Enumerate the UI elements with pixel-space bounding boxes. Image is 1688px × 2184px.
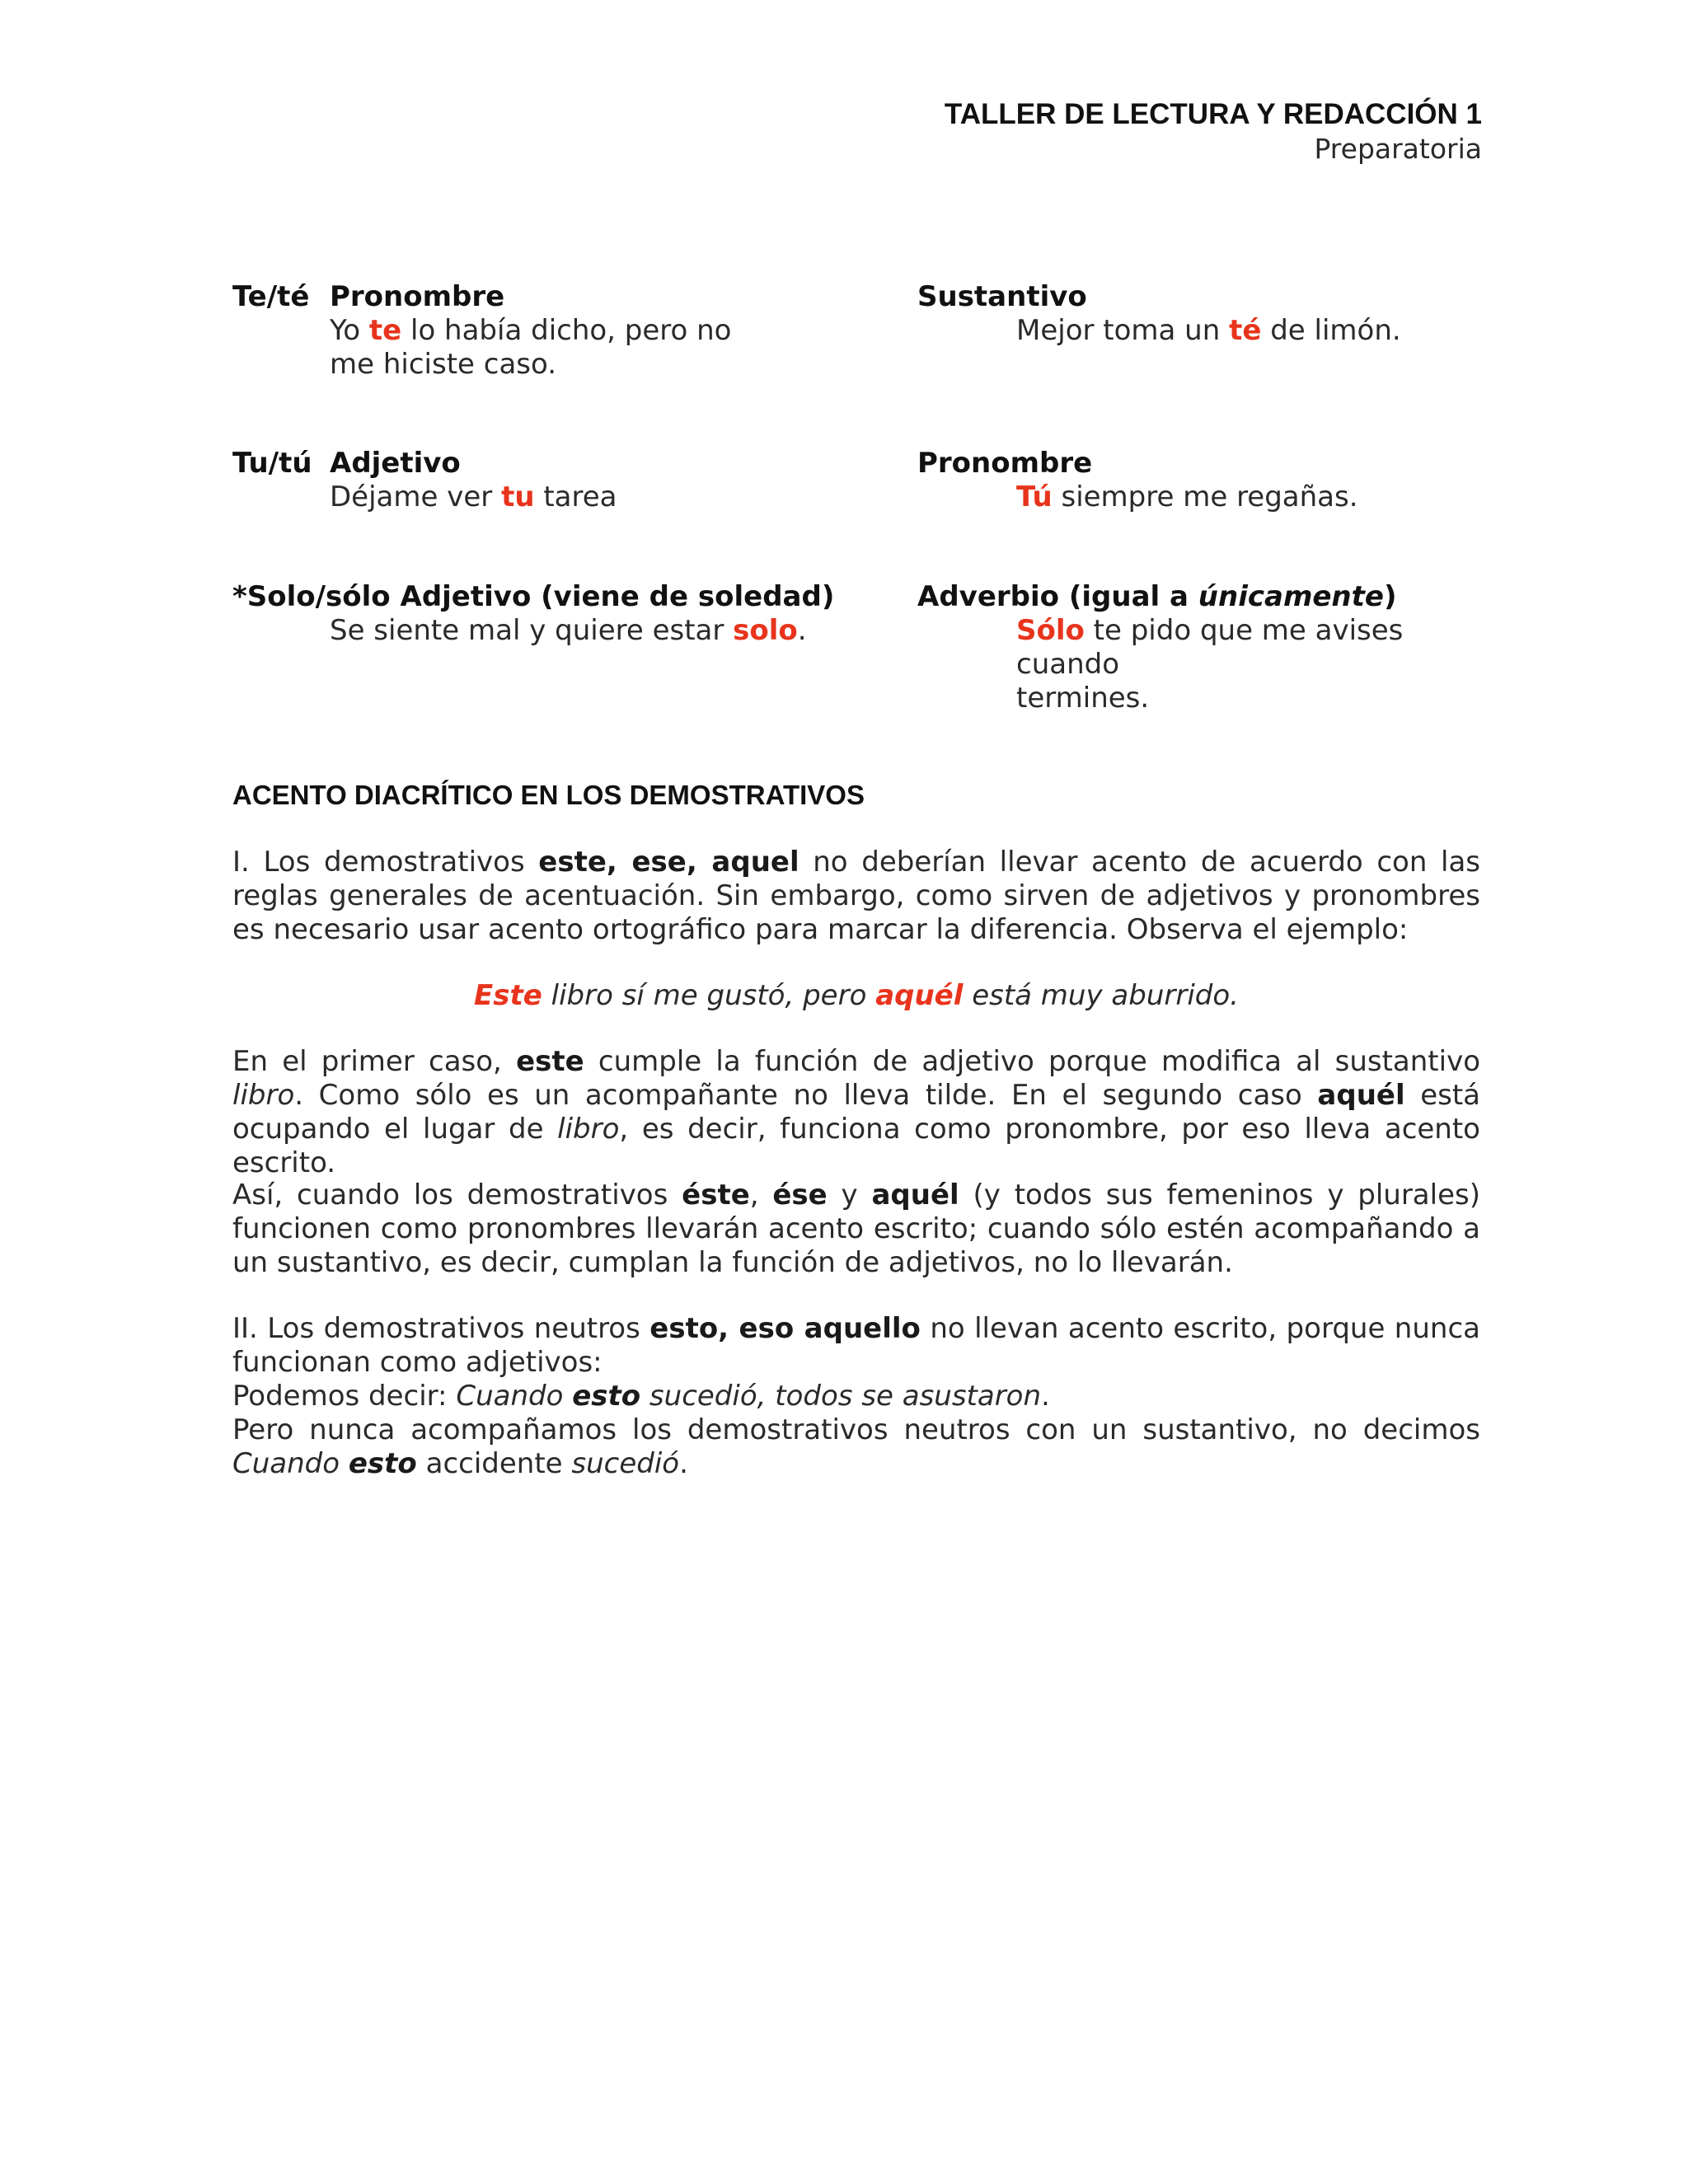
example-line: me hiciste caso. bbox=[330, 348, 557, 381]
paragraph-3: Así, cuando los demostrativos éste, ése y aquél (y todos sus femeninos y plurales) funcionen como pronombres llevarán acento escrito; cuando sólo estén acompañando a un sustantivo, es decir, cumplan la función de adjetivos, no lo llevarán. bbox=[232, 1179, 1480, 1279]
paragraph-5: Podemos decir: Cuando esto sucedió, todos se asustaron. bbox=[232, 1380, 1050, 1413]
category-label: Pronombre bbox=[917, 447, 1093, 480]
paragraph-1: I. Los demostrativos este, ese, aquel no deberían llevar acento de acuerdo con las reglas generales de acentuación. Sin embargo, como sirven de adjetivos y pronombres es necesario usar acento ortográfico para marcar la diferencia. Observa el ejemplo: bbox=[232, 846, 1481, 946]
example-line: Sólo te pido que me avises cuando bbox=[1016, 614, 1404, 681]
highlight-word: Sólo bbox=[1016, 614, 1085, 647]
header-subtitle: Preparatoria bbox=[1314, 133, 1482, 165]
highlight-word: solo bbox=[733, 614, 798, 647]
category-label: Adjetivo bbox=[330, 447, 461, 480]
category-label: Pronombre bbox=[330, 280, 505, 313]
paragraph-6: Pero nunca acompañamos los demostrativos neutros con un sustantivo, no decimos Cuando esto accidente sucedió. bbox=[232, 1413, 1480, 1480]
pair-te-right bbox=[917, 280, 1494, 348]
pair-te-left bbox=[330, 280, 824, 382]
pair-word-te: Te/té bbox=[232, 280, 310, 313]
example-line: Tú siempre me regañas. bbox=[1016, 480, 1358, 513]
paragraph-2: En el primer caso, este cumple la función de adjetivo porque modifica al sustantivo libro. Como sólo es un acompañante no lleva tilde. En el segundo caso aquél está ocupando el lugar de libro, es decir, funciona como pronombre, por eso lleva acento escrito. bbox=[232, 1045, 1480, 1179]
example-line: termines. bbox=[1016, 682, 1150, 715]
section-heading: ACENTO DIACRÍTICO EN LOS DEMOSTRATIVOS bbox=[232, 780, 865, 810]
example-sentence: Este libro sí me gustó, pero aquél está muy aburrido. bbox=[474, 979, 1239, 1012]
category-label: *Solo/sólo Adjetivo (viene de soledad) bbox=[232, 580, 835, 613]
highlight-word: Este bbox=[474, 979, 542, 1012]
pair-solo-left bbox=[232, 580, 859, 648]
highlight-word: te bbox=[368, 314, 402, 347]
pair-tu-right bbox=[917, 447, 1494, 514]
highlight-word: tu bbox=[501, 480, 535, 513]
highlight-word: té bbox=[1229, 314, 1262, 347]
highlight-word: aquél bbox=[875, 979, 964, 1012]
pair-word-tu: Tu/tú bbox=[232, 447, 312, 480]
highlight-word: Tú bbox=[1016, 480, 1053, 513]
header-title: TALLER DE LECTURA Y REDACCIÓN 1 bbox=[944, 98, 1482, 130]
example-line: Yo te lo había dicho, pero no bbox=[330, 314, 732, 347]
category-label: Adverbio (igual a únicamente) bbox=[917, 580, 1397, 613]
pair-solo-right bbox=[917, 580, 1511, 715]
example-line: Se siente mal y quiere estar solo. bbox=[330, 614, 807, 647]
paragraph-4: II. Los demostrativos neutros esto, eso aquello no llevan acento escrito, porque nunca funcionan como adjetivos: bbox=[232, 1312, 1480, 1379]
pair-tu-left bbox=[330, 447, 824, 514]
example-line: Déjame ver tu tarea bbox=[330, 480, 617, 513]
example-line: Mejor toma un té de limón. bbox=[1016, 314, 1401, 347]
category-label: Sustantivo bbox=[917, 280, 1087, 313]
document-header bbox=[945, 97, 1482, 166]
